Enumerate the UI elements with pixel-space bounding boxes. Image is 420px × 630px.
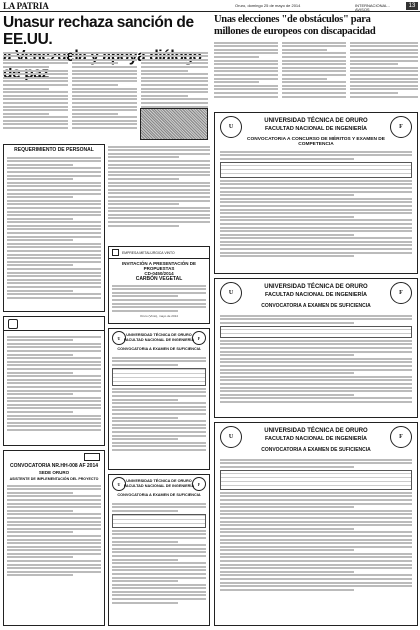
uto-seal-icon: U xyxy=(112,331,126,345)
vinto-logo-icon xyxy=(112,249,119,256)
convocatoria-role: ASISTENTE DE IMPLEMENTACIÓN DEL PROYECTO xyxy=(9,477,99,481)
ad-empresa-vinto xyxy=(108,246,210,324)
uto-title: CONVOCATORIA A CONCURSO DE MÉRITOS Y EXAMEN DE COMPETENCIA xyxy=(247,137,385,147)
uto-faculty: FACULTAD NACIONAL DE INGENIERÍA xyxy=(264,436,368,442)
article-column xyxy=(72,50,137,131)
uto-table xyxy=(112,368,206,386)
mid-article-body xyxy=(108,144,210,242)
uto-university: UNIVERSIDAD TÉCNICA DE ORURO xyxy=(264,118,368,124)
uto-faculty: FACULTAD NACIONAL DE INGENIERÍA xyxy=(264,292,368,298)
convocatoria-title: CONVOCATORIA NR.HH-008 AF 2014 xyxy=(9,463,99,469)
fni-seal-icon: F xyxy=(192,331,206,345)
ad-uto-1 xyxy=(108,328,210,470)
uto-table xyxy=(220,326,412,338)
uto-university: UNIVERSIDAD TÉCNICA DE ORURO xyxy=(264,284,368,290)
right-article-body xyxy=(214,40,418,108)
uto-seal-icon: U xyxy=(220,426,242,448)
uto-title: CONVOCATORIA A EXAMEN DE SUFICIENCIA xyxy=(117,493,201,497)
ad-uto-3 xyxy=(214,112,418,274)
section-label: INTERNACIONAL - AVISOS xyxy=(355,4,390,12)
ad-requerimiento-personal xyxy=(3,144,105,312)
uto-seal-icon: U xyxy=(220,282,242,304)
org-logo-icon xyxy=(84,453,100,461)
article-column xyxy=(282,40,346,99)
fni-seal-icon: F xyxy=(192,477,206,491)
uto-university: UNIVERSIDAD TÉCNICA DE ORURO xyxy=(264,428,368,434)
fni-seal-icon: F xyxy=(390,426,412,448)
ad-title: REQUERIMIENTO DE PERSONAL xyxy=(14,147,94,153)
vinto-subject: CARBÓN VEGETAL xyxy=(135,276,183,282)
uto-table xyxy=(220,162,412,178)
uto-university: UNIVERSIDAD TÉCNICA DE ORURO xyxy=(126,479,192,483)
uto-title: CONVOCATORIA A EXAMEN DE SUFICIENCIA xyxy=(261,447,371,453)
vinto-title: INVITACIÓN A PRESENTACIÓN DE PROPUESTAS xyxy=(121,261,196,271)
article-photo xyxy=(140,108,208,140)
uto-faculty: FACULTAD NACIONAL DE INGENIERÍA xyxy=(264,126,368,132)
right-headline xyxy=(214,14,418,38)
article-column xyxy=(350,40,418,99)
convocatoria-subtitle: SEDE ORURO xyxy=(38,470,70,475)
ad-logo-row xyxy=(4,451,104,463)
uto-faculty: FACULTAD NACIONAL DE INGENIERÍA xyxy=(123,338,195,342)
uto-seal-icon: U xyxy=(220,116,242,138)
dateline: Oruro, domingo 25 de mayo de 2014 xyxy=(235,4,301,8)
vinto-footer: Oruro (Vinto), mayo de 2014 xyxy=(140,314,178,319)
vinto-header xyxy=(109,247,209,259)
ad-uto-4 xyxy=(214,278,418,418)
ad-uto-2 xyxy=(108,474,210,626)
vinto-code: CD-0450/2014 xyxy=(144,271,174,276)
plan-logo-icon xyxy=(8,319,18,329)
right-headline-line-1: Unas elecciones "de obstáculos" para xyxy=(214,14,371,25)
left-headline-line-1: Unasur rechaza sanción de EE.UU. xyxy=(3,14,194,48)
uto-university: UNIVERSIDAD TÉCNICA DE ORURO xyxy=(126,333,192,337)
uto-faculty: FACULTAD NACIONAL DE INGENIERÍA xyxy=(123,484,195,488)
page-number: 13 xyxy=(406,2,418,10)
right-headline-line-2: millones de europeos con discapacidad xyxy=(214,26,376,37)
fni-seal-icon: F xyxy=(390,116,412,138)
masthead: LA PATRIA xyxy=(3,1,49,11)
ad-convocatoria xyxy=(3,450,105,626)
ad-logo-band xyxy=(4,317,104,331)
ad-plan xyxy=(3,316,105,446)
uto-title: CONVOCATORIA A EXAMEN DE SUFICIENCIA xyxy=(261,303,371,309)
ad-uto-5 xyxy=(214,422,418,626)
page-header xyxy=(0,0,420,12)
vinto-company: EMPRESA METALÚRGICA VINTO xyxy=(122,250,175,255)
article-column xyxy=(3,50,68,131)
uto-title: CONVOCATORIA A EXAMEN DE SUFICIENCIA xyxy=(117,347,201,351)
uto-table xyxy=(112,514,206,528)
uto-table xyxy=(220,470,412,490)
uto-seal-icon: U xyxy=(112,477,126,491)
article-column xyxy=(214,40,278,99)
fni-seal-icon: F xyxy=(390,282,412,304)
